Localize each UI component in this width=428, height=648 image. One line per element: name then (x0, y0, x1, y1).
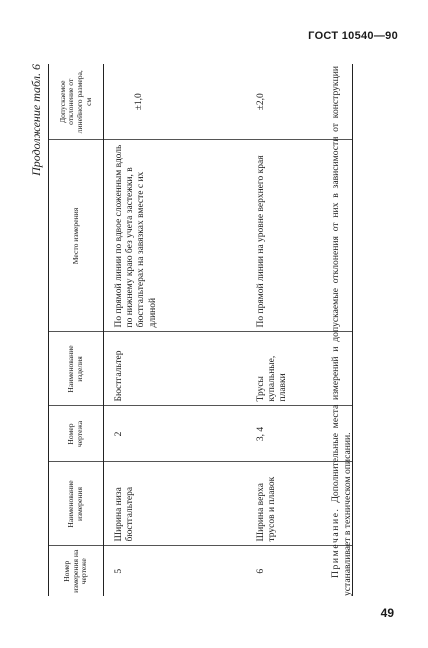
cell-drawing: 2 (104, 406, 247, 462)
cell-tolerance: ±1,0 (104, 64, 247, 140)
column-header-drawing-number: Номер чертежа (49, 406, 104, 462)
column-header-tolerance: Допускаемое отклонение от линейного размера, см (49, 64, 104, 140)
cell-name: Ширина низа бюстгальтера (104, 462, 247, 546)
standard-header: ГОСТ 10540—90 (308, 30, 398, 42)
page-number: 49 (380, 606, 394, 620)
cell-place: По прямой линии на уровне верхнего края (246, 140, 353, 332)
cell-item: Бюстгальтер (104, 332, 247, 406)
rotated-table-page (28, 62, 386, 602)
cell-name: Ширина верха трусов и плавок (246, 462, 353, 546)
table-header-row (49, 64, 104, 596)
column-header-item-name: Наименование изделия (49, 332, 104, 406)
cell-place: По прямой линии по вдвое сложенным вдоль по нижнему краю без учета застежки, в бюстгальтерах на завязках вместе с их длиной (104, 140, 247, 332)
column-header-measurement-place: Место измерения (49, 140, 104, 332)
cell-number: 6 (246, 546, 353, 596)
cell-drawing: 3, 4 (246, 406, 353, 462)
cell-item: Трусы купальные, плавки (246, 332, 353, 406)
column-header-measurement-name: Наименование измерения (49, 462, 104, 546)
cell-number: 5 (114, 568, 124, 574)
table-note (330, 66, 355, 596)
continuation-title: Продолжение табл. 6 (29, 64, 43, 176)
note-text: Дополнительные места измерений и допускаемые отклонения от них в зависимости от конструкции устанавливает в техническом описании. (329, 66, 354, 596)
table-row (104, 64, 247, 596)
measurements-table (48, 64, 353, 596)
cell-tolerance: ±2,0 (246, 64, 353, 140)
note-lead: Примечание. (329, 507, 341, 578)
column-header-measurement-number: Номер измерения на чертеже (49, 546, 104, 596)
